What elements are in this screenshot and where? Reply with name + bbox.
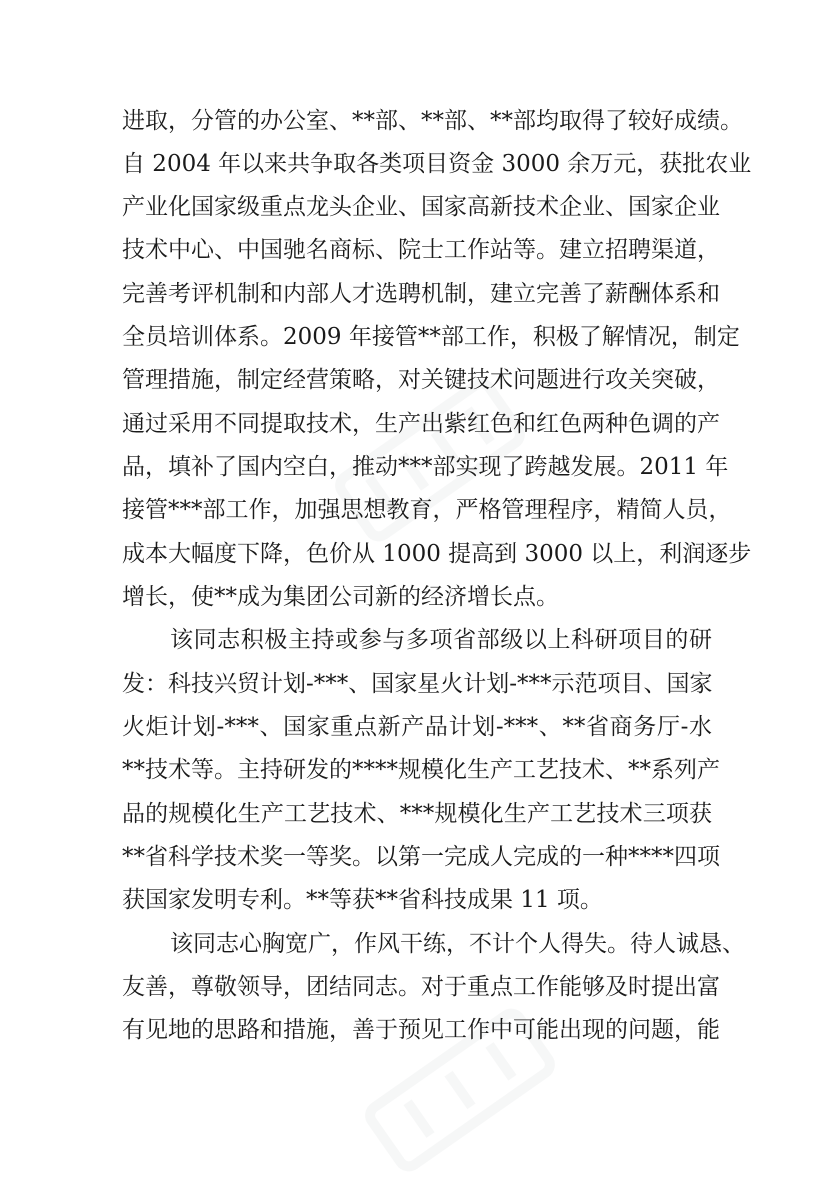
paragraph-first-line: 该同志积极主持或参与多项省部级以上科研项目的研 xyxy=(170,627,712,653)
text-line: 完善考评机制和内部人才选聘机制，建立完善了薪酬体系和 xyxy=(122,281,720,307)
text-line: **省科学技术奖一等奖。以第一完成人完成的一种****四项 xyxy=(122,844,720,870)
text-line: 发：科技兴贸计划-***、国家星火计划-***示范项目、国家 xyxy=(122,671,713,697)
text-line: 通过采用不同提取技术，生产出紫红色和红色两种色调的产 xyxy=(122,411,720,437)
text-line: 成本大幅度下降，色价从 1000 提高到 3000 以上，利润逐步 xyxy=(122,541,752,567)
paragraph-first-line: 该同志心胸宽广，作风干练，不计个人得失。待人诚恳、 xyxy=(170,931,745,957)
text-line: 自 2004 年以来共争取各类项目资金 3000 余万元，获批农业 xyxy=(122,151,752,177)
text-line: 管理措施，制定经营策略，对关键技术问题进行攻关突破， xyxy=(122,367,720,393)
text-line: 品的规模化生产工艺技术、***规模化生产工艺技术三项获 xyxy=(122,801,712,827)
text-line: 接管***部工作，加强思想教育，严格管理程序，精简人员， xyxy=(122,497,732,523)
text-line: 全员培训体系。2009 年接管**部工作，积极了解情况，制定 xyxy=(122,324,740,350)
text-line: 品，填补了国内空白，推动***部实现了跨越发展。2011 年 xyxy=(122,454,729,480)
text-line: 友善，尊敬领导，团结同志。对于重点工作能够及时提出富 xyxy=(122,974,720,1000)
text-line: 产业化国家级重点龙头企业、国家高新技术企业、国家企业 xyxy=(122,194,720,220)
text-line: 技术中心、中国驰名商标、院士工作站等。建立招聘渠道， xyxy=(122,237,720,263)
text-line: 进取，分管的办公室、**部、**部、**部均取得了较好成绩。 xyxy=(122,108,743,134)
text-line: 获国家发明专利。**等获**省科技成果 11 项。 xyxy=(122,887,603,913)
text-line: 有见地的思路和措施，善于预见工作中可能出现的问题，能 xyxy=(122,1017,720,1043)
text-line: 增长，使**成为集团公司新的经济增长点。 xyxy=(122,584,559,610)
text-line: **技术等。主持研发的****规模化生产工艺技术、**系列产 xyxy=(122,757,720,783)
text-line: 火炬计划-***、国家重点新产品计划-***、**省商务厅-水 xyxy=(122,714,712,740)
